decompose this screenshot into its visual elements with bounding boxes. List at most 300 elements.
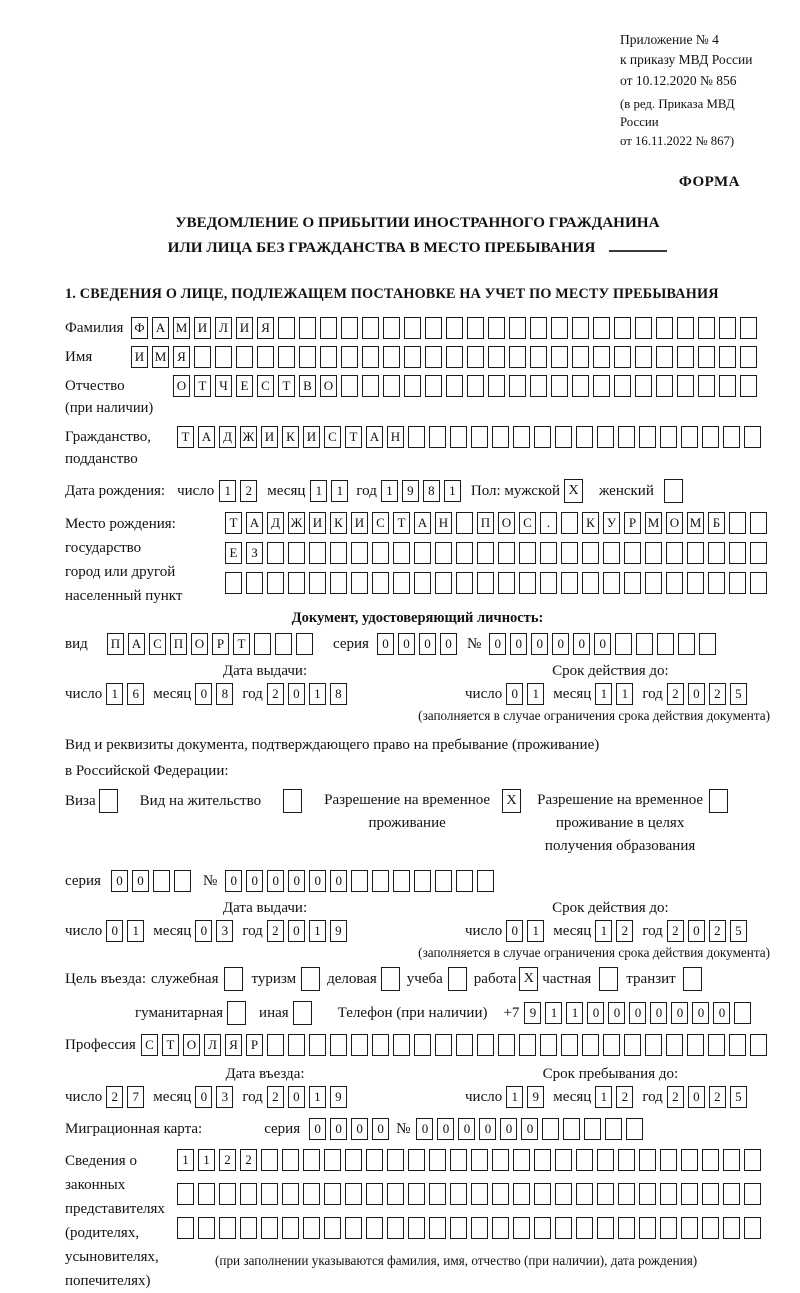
doc-series-boxes [377, 633, 457, 655]
char-cell: И [236, 317, 253, 339]
char-cell [477, 572, 494, 594]
char-cell [576, 1217, 593, 1239]
issue-month-boxes [195, 683, 233, 705]
char-cell: 1 [527, 683, 544, 705]
char-cell [257, 346, 274, 368]
char-cell [345, 1149, 362, 1171]
purpose-tourism-checkbox [301, 967, 320, 991]
char-cell [702, 1149, 719, 1171]
valid-until-heading: Срок действия до: [552, 663, 669, 680]
issue-day-boxes [106, 683, 144, 705]
char-cell: С [372, 512, 389, 534]
char-cell [219, 1217, 236, 1239]
char-cell [750, 542, 767, 564]
entry-purpose-label: Цель въезда: [65, 970, 146, 987]
year-label: год [242, 685, 263, 702]
purpose-transit-checkbox [683, 967, 702, 991]
char-cell [303, 1217, 320, 1239]
char-cell [299, 317, 316, 339]
month-label: месяц [153, 1088, 192, 1105]
char-cell [519, 1034, 536, 1056]
char-cell [551, 346, 568, 368]
profession-row [65, 1034, 770, 1056]
char-cell [513, 426, 530, 448]
char-cell [572, 346, 589, 368]
char-cell [456, 870, 473, 892]
representatives-boxes-row1 [177, 1149, 761, 1171]
char-cell [576, 1149, 593, 1171]
char-cell: Ч [215, 375, 232, 397]
month-label: месяц [553, 1088, 592, 1105]
stay-year-boxes [667, 1086, 747, 1108]
char-cell: Н [387, 426, 404, 448]
identity-doc-heading: Документ, удостоверяющий личность: [291, 610, 544, 627]
char-cell: М [173, 317, 190, 339]
char-cell [366, 1183, 383, 1205]
residence-series-boxes [111, 870, 191, 892]
representatives-label-2: законных [65, 1177, 126, 1194]
char-cell [261, 1149, 278, 1171]
entry-dates-row [65, 1064, 770, 1108]
purpose-private-checkbox [599, 967, 618, 991]
char-cell: И [131, 346, 148, 368]
char-cell [561, 542, 578, 564]
char-cell: 1 [595, 1086, 612, 1108]
char-cell [555, 1217, 572, 1239]
identity-doc-row [65, 633, 770, 655]
char-cell: . [540, 512, 557, 534]
valid-month-boxes [595, 683, 633, 705]
char-cell [372, 1034, 389, 1056]
representatives-label-1: Сведения о [65, 1153, 137, 1170]
purpose-business-label: служебная [150, 970, 219, 987]
residence-valid-month-boxes [595, 920, 633, 942]
char-cell [450, 1217, 467, 1239]
char-cell [383, 317, 400, 339]
month-label: месяц [153, 922, 192, 939]
stay-day-boxes [506, 1086, 544, 1108]
temp-residence-education-checkbox [709, 789, 728, 813]
char-cell [744, 426, 761, 448]
visa-label: Виза [65, 792, 96, 809]
char-cell [219, 1183, 236, 1205]
stay-until-heading: Срок пребывания до: [542, 1066, 679, 1083]
char-cell: 1 [566, 1002, 583, 1024]
char-cell [534, 1183, 551, 1205]
char-cell: Д [219, 426, 236, 448]
char-cell: Л [204, 1034, 221, 1056]
representatives-label-6: попечителях) [65, 1273, 151, 1290]
char-cell: 1 [381, 480, 398, 502]
char-cell: 2 [267, 920, 284, 942]
char-cell: 1 [219, 480, 236, 502]
char-cell: 0 [688, 683, 705, 705]
title-blank-line [609, 240, 667, 252]
char-cell [666, 1034, 683, 1056]
char-cell: 8 [216, 683, 233, 705]
char-cell [576, 426, 593, 448]
migration-card-label: Миграционная карта: [65, 1120, 203, 1137]
char-cell [471, 1183, 488, 1205]
char-cell: 0 [288, 683, 305, 705]
char-cell [519, 572, 536, 594]
char-cell [744, 1183, 761, 1205]
phone-label: Телефон (при наличии) [337, 1004, 488, 1021]
birth-date-row [65, 479, 770, 503]
char-cell: С [141, 1034, 158, 1056]
char-cell: 2 [267, 1086, 284, 1108]
char-cell [555, 426, 572, 448]
char-cell [639, 426, 656, 448]
char-cell [366, 1217, 383, 1239]
purpose-business-checkbox [224, 967, 243, 991]
char-cell [635, 317, 652, 339]
char-cell [509, 346, 526, 368]
char-cell: 1 [331, 480, 348, 502]
char-cell [425, 317, 442, 339]
char-cell [177, 1183, 194, 1205]
char-cell [699, 633, 716, 655]
birth-place-label: Место рождения: [65, 516, 176, 533]
purpose-work-checkbox: X [519, 967, 538, 991]
char-cell: 0 [416, 1118, 433, 1140]
month-label: месяц [267, 482, 306, 499]
day-label: число [465, 922, 503, 939]
purpose-other-checkbox [293, 1001, 312, 1025]
char-cell [288, 1034, 305, 1056]
char-cell: В [299, 375, 316, 397]
representatives-label-5: усыновителях, [65, 1249, 159, 1266]
char-cell: 0 [437, 1118, 454, 1140]
doc-kind-label: вид [65, 635, 88, 652]
day-label: число [177, 482, 215, 499]
purpose-delovaya-checkbox [381, 967, 400, 991]
char-cell [393, 1034, 410, 1056]
char-cell: А [198, 426, 215, 448]
doc-kind-boxes [107, 633, 313, 655]
char-cell [341, 346, 358, 368]
char-cell: 0 [309, 1118, 326, 1140]
char-cell [309, 572, 326, 594]
char-cell [446, 346, 463, 368]
month-label: месяц [553, 922, 592, 939]
char-cell [429, 1183, 446, 1205]
char-cell [729, 1034, 746, 1056]
char-cell: 0 [688, 920, 705, 942]
char-cell: 0 [246, 870, 263, 892]
doc-number-boxes [489, 633, 716, 655]
char-cell [618, 1183, 635, 1205]
migration-card-row [65, 1118, 770, 1140]
char-cell: Р [624, 512, 641, 534]
char-cell [387, 1217, 404, 1239]
char-cell [563, 1118, 580, 1140]
char-cell [267, 542, 284, 564]
char-cell [435, 542, 452, 564]
char-cell [678, 633, 695, 655]
char-cell [267, 1034, 284, 1056]
char-cell [456, 542, 473, 564]
char-cell: 1 [444, 480, 461, 502]
char-cell [240, 1217, 257, 1239]
char-cell [278, 317, 295, 339]
char-cell: 1 [616, 683, 633, 705]
char-cell [471, 1149, 488, 1171]
char-cell [477, 870, 494, 892]
char-cell [450, 426, 467, 448]
char-cell: 0 [288, 1086, 305, 1108]
char-cell [362, 346, 379, 368]
char-cell [572, 317, 589, 339]
entry-month-boxes [195, 1086, 233, 1108]
char-cell: 0 [692, 1002, 709, 1024]
char-cell [303, 1183, 320, 1205]
char-cell [324, 1149, 341, 1171]
char-cell [677, 317, 694, 339]
char-cell: 1 [506, 1086, 523, 1108]
residence-doc-intro [65, 732, 770, 785]
char-cell [278, 346, 295, 368]
sex-female-checkbox [664, 479, 683, 503]
char-cell [296, 633, 313, 655]
char-cell [740, 375, 757, 397]
char-cell [614, 346, 631, 368]
char-cell [708, 542, 725, 564]
char-cell [446, 317, 463, 339]
char-cell [698, 317, 715, 339]
birth-day-boxes [219, 480, 257, 502]
char-cell [740, 346, 757, 368]
char-cell [723, 426, 740, 448]
char-cell [471, 426, 488, 448]
char-cell: Ж [288, 512, 305, 534]
char-cell: 0 [377, 633, 394, 655]
purpose-study-label: учеба [406, 970, 443, 987]
char-cell [636, 633, 653, 655]
char-cell: 0 [288, 870, 305, 892]
firstname-row [65, 346, 770, 368]
char-cell [351, 572, 368, 594]
char-cell: 2 [219, 1149, 236, 1171]
char-cell [467, 375, 484, 397]
char-cell: 1 [177, 1149, 194, 1171]
char-cell: К [282, 426, 299, 448]
char-cell [593, 375, 610, 397]
char-cell [677, 346, 694, 368]
migration-number-label: № [396, 1120, 411, 1137]
char-cell [275, 633, 292, 655]
char-cell: 1 [198, 1149, 215, 1171]
identity-doc-dates [65, 661, 770, 705]
citizenship-row [65, 426, 770, 470]
char-cell [236, 346, 253, 368]
purpose-private-label: частная [542, 970, 592, 987]
char-cell [597, 1217, 614, 1239]
temp-residence-label: Разрешение на временное проживание [324, 791, 491, 831]
char-cell [551, 317, 568, 339]
char-cell: 1 [595, 683, 612, 705]
birth-place-label-city-1: город или другой [65, 564, 176, 581]
char-cell: Я [173, 346, 190, 368]
year-label: год [642, 685, 663, 702]
char-cell: К [582, 512, 599, 534]
char-cell [225, 572, 242, 594]
char-cell: Р [212, 633, 229, 655]
char-cell [660, 1217, 677, 1239]
char-cell: И [309, 512, 326, 534]
char-cell: П [107, 633, 124, 655]
form-title-line-1: УВЕДОМЛЕНИЕ О ПРИБЫТИИ ИНОСТРАННОГО ГРАЖДАНИНА [175, 214, 660, 232]
char-cell: 0 [106, 920, 123, 942]
char-cell: 0 [398, 633, 415, 655]
char-cell: 0 [372, 1118, 389, 1140]
char-cell: 1 [545, 1002, 562, 1024]
residence-permit-label: Вид на жительство [139, 792, 262, 809]
birth-date-label: Дата рождения: [65, 482, 166, 499]
char-cell [320, 346, 337, 368]
char-cell [656, 375, 673, 397]
forma-label: ФОРМА [678, 174, 740, 191]
residence-validity-note: (заполняется в случае ограничения срока действия документа) [418, 945, 770, 961]
char-cell [429, 426, 446, 448]
char-cell: Д [267, 512, 284, 534]
char-cell [540, 1034, 557, 1056]
char-cell: 1 [127, 920, 144, 942]
char-cell [572, 375, 589, 397]
char-cell [561, 512, 578, 534]
char-cell [698, 375, 715, 397]
entry-year-boxes [267, 1086, 347, 1108]
year-label: год [242, 922, 263, 939]
birth-place-row [65, 512, 770, 608]
char-cell [615, 633, 632, 655]
char-cell: 0 [608, 1002, 625, 1024]
residence-number-boxes [225, 870, 494, 892]
char-cell: 2 [709, 1086, 726, 1108]
doc-number-label: № [466, 635, 482, 652]
char-cell [383, 375, 400, 397]
char-cell [534, 1149, 551, 1171]
visa-checkbox [99, 789, 118, 813]
year-label: год [356, 482, 377, 499]
patronymic-sublabel: (при наличии) [65, 400, 154, 417]
char-cell: 2 [667, 683, 684, 705]
char-cell: 0 [594, 633, 611, 655]
char-cell: 2 [616, 920, 633, 942]
valid-year-boxes [667, 683, 747, 705]
char-cell: 3 [216, 1086, 233, 1108]
revision-line-2: от 16.11.2022 № 867) [620, 133, 735, 148]
char-cell: 0 [225, 870, 242, 892]
char-cell [657, 633, 674, 655]
char-cell: С [149, 633, 166, 655]
char-cell [492, 426, 509, 448]
char-cell [660, 426, 677, 448]
birth-place-boxes-row1 [225, 512, 767, 534]
residence-issue-day-boxes [106, 920, 144, 942]
char-cell [605, 1118, 622, 1140]
citizenship-label: Гражданство, [65, 429, 152, 446]
birth-place-boxes-row2 [225, 542, 767, 564]
char-cell [282, 1149, 299, 1171]
char-cell [698, 346, 715, 368]
char-cell: 1 [310, 480, 327, 502]
char-cell [719, 317, 736, 339]
char-cell [534, 426, 551, 448]
char-cell: 1 [595, 920, 612, 942]
char-cell: 1 [309, 1086, 326, 1108]
residence-valid-heading: Срок действия до: [552, 900, 669, 917]
char-cell [723, 1149, 740, 1171]
char-cell [509, 375, 526, 397]
char-cell: А [366, 426, 383, 448]
char-cell: 0 [288, 920, 305, 942]
valid-day-boxes [506, 683, 544, 705]
char-cell [450, 1149, 467, 1171]
char-cell [597, 1183, 614, 1205]
char-cell: 0 [267, 870, 284, 892]
section1-heading: 1. СВЕДЕНИЯ О ЛИЦЕ, ПОДЛЕЖАЩЕМ ПОСТАНОВКЕ НА УЧЕТ ПО МЕСТУ ПРЕБЫВАНИЯ [65, 286, 719, 303]
representatives-label-3: представителях [65, 1201, 165, 1218]
char-cell [681, 426, 698, 448]
char-cell [488, 317, 505, 339]
char-cell [456, 512, 473, 534]
char-cell [425, 346, 442, 368]
char-cell [341, 375, 358, 397]
char-cell: Т [225, 512, 242, 534]
char-cell [624, 1034, 641, 1056]
profession-boxes [141, 1034, 767, 1056]
char-cell: 5 [730, 1086, 747, 1108]
char-cell [639, 1149, 656, 1171]
char-cell: 2 [240, 480, 257, 502]
purpose-work-label: работа [473, 970, 517, 987]
char-cell [477, 542, 494, 564]
char-cell [372, 870, 389, 892]
char-cell [414, 572, 431, 594]
char-cell [282, 1183, 299, 1205]
char-cell: 2 [616, 1086, 633, 1108]
char-cell [498, 542, 515, 564]
char-cell: 0 [510, 633, 527, 655]
char-cell [603, 542, 620, 564]
char-cell [702, 1183, 719, 1205]
char-cell [261, 1217, 278, 1239]
issue-year-boxes [267, 683, 347, 705]
char-cell [351, 542, 368, 564]
char-cell [330, 1034, 347, 1056]
residence-valid-day-boxes [506, 920, 544, 942]
entry-date-heading: Дата въезда: [225, 1066, 305, 1083]
char-cell [254, 633, 271, 655]
char-cell: 2 [240, 1149, 257, 1171]
purpose-other-label: иная [259, 1004, 289, 1021]
char-cell [666, 572, 683, 594]
year-label: год [642, 1088, 663, 1105]
char-cell: Л [215, 317, 232, 339]
char-cell: 9 [402, 480, 419, 502]
temp-residence-checkbox: X [502, 789, 521, 813]
char-cell [498, 572, 515, 594]
char-cell [282, 1217, 299, 1239]
char-cell [492, 1217, 509, 1239]
revision-line-1: (в ред. Приказа МВД России [620, 96, 735, 130]
char-cell [687, 572, 704, 594]
char-cell: Т [162, 1034, 179, 1056]
char-cell [456, 572, 473, 594]
doc-series-label: серия [333, 635, 369, 652]
birth-place-label-city-2: населенный пункт [65, 588, 183, 605]
